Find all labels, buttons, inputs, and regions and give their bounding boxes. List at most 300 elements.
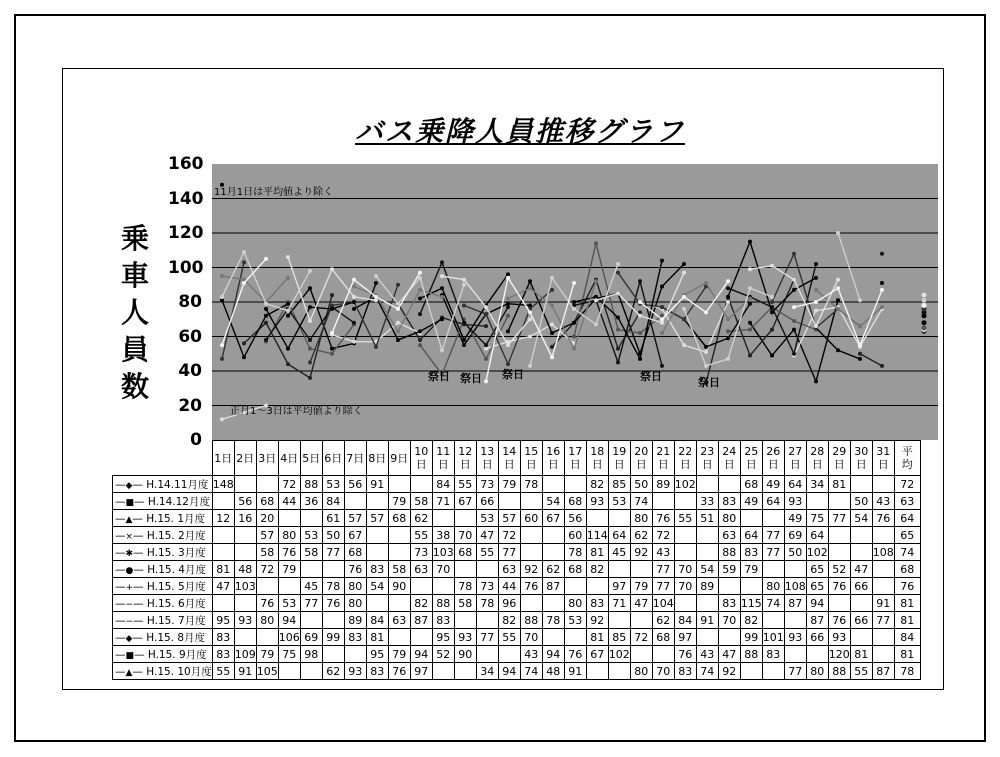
data-point bbox=[396, 302, 400, 306]
day-header: 20 日 bbox=[630, 441, 652, 476]
table-cell bbox=[564, 476, 586, 493]
table-cell: 78 bbox=[476, 595, 498, 612]
table-cell bbox=[366, 527, 388, 544]
day-header: 18 日 bbox=[586, 441, 608, 476]
table-cell: 76 bbox=[564, 646, 586, 663]
table-cell: 114 bbox=[586, 528, 608, 542]
table-cell: 68 bbox=[454, 544, 476, 561]
table-cell bbox=[740, 510, 762, 527]
table-cell bbox=[762, 561, 784, 578]
table-cell: 81 bbox=[366, 629, 388, 646]
avg-cell: 63 bbox=[894, 493, 920, 510]
legend-marker-icon: ▲ bbox=[125, 514, 133, 525]
table-cell: 88 bbox=[740, 646, 762, 663]
table-cell: 74 bbox=[630, 493, 652, 510]
data-point bbox=[572, 321, 576, 325]
data-point bbox=[418, 343, 422, 347]
data-point bbox=[748, 286, 752, 290]
table-cell: 76 bbox=[828, 578, 850, 595]
table-cell: 89 bbox=[652, 476, 674, 493]
data-point bbox=[308, 305, 312, 309]
table-cell bbox=[542, 629, 564, 646]
data-point bbox=[616, 262, 620, 266]
data-point bbox=[550, 288, 554, 292]
data-point bbox=[638, 331, 642, 335]
data-point bbox=[726, 317, 730, 321]
plot-area bbox=[212, 164, 938, 440]
table-row bbox=[113, 544, 921, 561]
legend-marker-icon: ◆ bbox=[125, 633, 133, 644]
table-cell bbox=[828, 595, 850, 612]
table-cell: 83 bbox=[762, 646, 784, 663]
table-cell: 63 bbox=[410, 561, 432, 578]
data-point bbox=[792, 288, 796, 292]
avg-cell: 65 bbox=[894, 527, 920, 544]
table-cell: 81 bbox=[850, 646, 872, 663]
data-point bbox=[682, 271, 686, 275]
data-point bbox=[792, 252, 796, 256]
avg-cell: 68 bbox=[894, 561, 920, 578]
data-point bbox=[286, 347, 290, 351]
data-point bbox=[660, 305, 664, 309]
data-point bbox=[814, 262, 818, 266]
data-point bbox=[330, 293, 334, 297]
table-cell: 87 bbox=[784, 595, 806, 612]
average-point bbox=[922, 320, 927, 325]
table-cell bbox=[850, 629, 872, 646]
day-header: 27 日 bbox=[784, 441, 806, 476]
data-point bbox=[462, 321, 466, 325]
table-cell: 82 bbox=[740, 612, 762, 629]
data-point bbox=[440, 286, 444, 290]
data-point bbox=[330, 303, 334, 307]
series-name: H.15. 4月度 bbox=[147, 563, 206, 576]
table-cell: 80 bbox=[344, 578, 366, 595]
data-point bbox=[726, 329, 730, 333]
data-point bbox=[572, 300, 576, 304]
table-cell: 62 bbox=[322, 663, 344, 680]
series-name: H.14.11月度 bbox=[146, 478, 209, 491]
table-cell: 89 bbox=[696, 578, 718, 595]
data-point bbox=[660, 284, 664, 288]
table-cell: 80 bbox=[762, 578, 784, 595]
series-label: —−— H.15. 6月度 bbox=[113, 595, 213, 612]
y-tick-label: 20 bbox=[178, 395, 202, 416]
data-point bbox=[506, 276, 510, 280]
table-cell: 76 bbox=[828, 612, 850, 629]
data-point bbox=[462, 278, 466, 282]
table-cell: 77 bbox=[652, 578, 674, 595]
y-axis-label-char: 車 bbox=[120, 259, 149, 292]
table-header-row bbox=[113, 441, 921, 476]
table-cell bbox=[432, 578, 454, 595]
data-point bbox=[220, 295, 224, 299]
table-cell: 67 bbox=[454, 493, 476, 510]
y-tick-label: 0 bbox=[190, 430, 202, 450]
day-header: 13 日 bbox=[476, 441, 498, 476]
table-cell bbox=[432, 510, 454, 527]
table-row bbox=[113, 493, 921, 510]
table-cell bbox=[564, 629, 586, 646]
table-cell: 53 bbox=[322, 476, 344, 493]
table-cell: 47 bbox=[630, 595, 652, 612]
series-label: —✱— H.15. 3月度 bbox=[113, 544, 213, 561]
table-cell: 76 bbox=[872, 510, 894, 527]
table-cell bbox=[234, 544, 256, 561]
table-cell: 99 bbox=[322, 629, 344, 646]
series-name: H.15. 6月度 bbox=[146, 597, 206, 610]
table-cell bbox=[476, 646, 498, 663]
series-label: —▲— H.15. 10月度 bbox=[113, 663, 213, 680]
table-cell: 64 bbox=[762, 493, 784, 510]
table-cell: 63 bbox=[718, 527, 740, 544]
table-cell: 94 bbox=[806, 595, 828, 612]
chart-title: バス乗降人員推移グラフ bbox=[354, 115, 685, 148]
data-point bbox=[792, 278, 796, 282]
table-cell: 50 bbox=[630, 476, 652, 493]
table-cell: 82 bbox=[410, 595, 432, 612]
table-cell bbox=[454, 663, 476, 680]
legend-marker-icon: − bbox=[125, 599, 134, 610]
table-cell: 76 bbox=[344, 561, 366, 578]
table-cell: 62 bbox=[410, 510, 432, 527]
data-point bbox=[880, 364, 884, 368]
data-point bbox=[660, 259, 664, 263]
y-axis-label-char: 乗 bbox=[120, 222, 149, 255]
table-cell: 64 bbox=[740, 527, 762, 544]
data-point bbox=[264, 314, 268, 318]
data-point bbox=[440, 317, 444, 321]
table-cell: 52 bbox=[432, 646, 454, 663]
data-point bbox=[594, 279, 598, 283]
table-cell: 43 bbox=[520, 646, 542, 663]
data-point bbox=[528, 279, 532, 283]
table-cell: 88 bbox=[300, 476, 322, 493]
table-cell: 77 bbox=[322, 544, 344, 561]
data-point bbox=[682, 343, 686, 347]
table-cell: 55 bbox=[410, 527, 432, 544]
table-cell: 44 bbox=[498, 578, 520, 595]
table-cell bbox=[586, 663, 608, 680]
chart-annotation: 祭日 bbox=[460, 372, 482, 385]
table-cell: 57 bbox=[366, 510, 388, 527]
y-axis-label-char: 数 bbox=[120, 370, 149, 403]
table-cell: 78 bbox=[520, 476, 542, 493]
data-table bbox=[112, 440, 921, 680]
day-header: 22 日 bbox=[674, 441, 696, 476]
table-row bbox=[113, 612, 921, 629]
data-point bbox=[726, 286, 730, 290]
table-cell bbox=[872, 646, 894, 663]
data-point bbox=[330, 307, 334, 311]
table-cell: 47 bbox=[850, 561, 872, 578]
table-cell: 50 bbox=[850, 493, 872, 510]
data-point bbox=[638, 357, 642, 361]
data-point bbox=[264, 307, 268, 311]
legend-marker-icon: ▲ bbox=[125, 667, 133, 678]
table-cell bbox=[630, 612, 652, 629]
table-cell: 84 bbox=[432, 476, 454, 493]
table-cell: 73 bbox=[410, 544, 432, 561]
table-cell: 97 bbox=[608, 578, 630, 595]
table-cell: 108 bbox=[784, 579, 806, 593]
data-point bbox=[704, 364, 708, 368]
data-point bbox=[660, 364, 664, 368]
table-cell bbox=[872, 629, 894, 646]
table-cell bbox=[762, 663, 784, 680]
table-row bbox=[113, 595, 921, 612]
table-cell: 80 bbox=[806, 663, 828, 680]
table-cell: 93 bbox=[784, 493, 806, 510]
table-cell: 66 bbox=[850, 578, 872, 595]
table-cell: 66 bbox=[476, 493, 498, 510]
table-cell: 93 bbox=[828, 629, 850, 646]
day-header: 16 日 bbox=[542, 441, 564, 476]
table-cell: 80 bbox=[630, 510, 652, 527]
table-cell bbox=[256, 578, 278, 595]
table-cell bbox=[300, 612, 322, 629]
table-cell: 88 bbox=[828, 663, 850, 680]
table-cell: 55 bbox=[674, 510, 696, 527]
table-cell bbox=[234, 476, 256, 493]
data-point bbox=[660, 317, 664, 321]
day-header: 11 日 bbox=[432, 441, 454, 476]
table-cell: 81 bbox=[586, 629, 608, 646]
data-point bbox=[396, 329, 400, 333]
y-axis-label-char: 員 bbox=[120, 333, 149, 366]
data-point bbox=[770, 264, 774, 268]
table-cell: 79 bbox=[388, 493, 410, 510]
table-cell: 83 bbox=[740, 544, 762, 561]
table-cell: 96 bbox=[498, 595, 520, 612]
data-point bbox=[814, 379, 818, 383]
table-cell bbox=[718, 629, 740, 646]
data-point bbox=[550, 276, 554, 280]
data-point bbox=[704, 281, 708, 285]
table-cell: 74 bbox=[696, 663, 718, 680]
data-point bbox=[836, 307, 840, 311]
series-line bbox=[860, 354, 882, 366]
table-cell: 34 bbox=[476, 663, 498, 680]
table-cell: 47 bbox=[718, 646, 740, 663]
y-tick-label: 100 bbox=[168, 257, 204, 278]
y-tick-label: 140 bbox=[168, 188, 204, 209]
data-point bbox=[242, 250, 246, 254]
day-header: 10 日 bbox=[410, 441, 432, 476]
data-point bbox=[242, 355, 246, 359]
table-cell bbox=[652, 646, 674, 663]
data-point bbox=[836, 278, 840, 282]
table-cell bbox=[674, 527, 696, 544]
data-point bbox=[396, 283, 400, 287]
table-cell bbox=[674, 595, 696, 612]
table-cell: 58 bbox=[454, 595, 476, 612]
table-cell bbox=[696, 527, 718, 544]
data-point bbox=[286, 302, 290, 306]
data-point bbox=[770, 353, 774, 357]
data-point bbox=[572, 281, 576, 285]
data-point bbox=[308, 286, 312, 290]
day-header: 14 日 bbox=[498, 441, 520, 476]
y-tick-label: 60 bbox=[178, 326, 202, 347]
table-cell: 12 bbox=[212, 510, 234, 527]
table-cell: 70 bbox=[454, 527, 476, 544]
table-cell bbox=[564, 578, 586, 595]
table-cell bbox=[718, 578, 740, 595]
table-cell: 49 bbox=[762, 476, 784, 493]
legend-marker-icon: ✱ bbox=[125, 548, 134, 559]
data-point bbox=[792, 328, 796, 332]
table-cell: 103 bbox=[234, 579, 256, 593]
data-point bbox=[330, 331, 334, 335]
table-cell bbox=[806, 493, 828, 510]
table-cell: 70 bbox=[674, 578, 696, 595]
table-cell: 81 bbox=[586, 544, 608, 561]
table-cell: 56 bbox=[564, 510, 586, 527]
table-cell: 54 bbox=[850, 510, 872, 527]
legend-marker-icon: ● bbox=[125, 565, 134, 576]
data-point bbox=[880, 252, 884, 256]
data-point bbox=[330, 352, 334, 356]
table-cell: 77 bbox=[476, 629, 498, 646]
data-point bbox=[594, 298, 598, 302]
table-cell: 88 bbox=[432, 595, 454, 612]
table-cell: 79 bbox=[498, 476, 520, 493]
data-point bbox=[440, 260, 444, 264]
data-point bbox=[836, 286, 840, 290]
table-cell: 54 bbox=[366, 578, 388, 595]
data-point bbox=[704, 350, 708, 354]
day-header: 31 日 bbox=[872, 441, 894, 476]
table-cell bbox=[520, 493, 542, 510]
data-point bbox=[726, 300, 730, 304]
table-cell: 71 bbox=[432, 493, 454, 510]
day-header: 30 日 bbox=[850, 441, 872, 476]
data-point bbox=[396, 307, 400, 311]
table-cell: 34 bbox=[806, 476, 828, 493]
table-cell: 90 bbox=[388, 578, 410, 595]
data-point bbox=[814, 309, 818, 313]
table-cell bbox=[256, 476, 278, 493]
table-cell: 95 bbox=[432, 629, 454, 646]
table-cell: 52 bbox=[828, 561, 850, 578]
line-chart bbox=[212, 164, 938, 440]
avg-cell: 81 bbox=[894, 612, 920, 629]
legend-marker-icon: ■ bbox=[125, 497, 135, 508]
table-cell: 50 bbox=[784, 544, 806, 561]
data-point bbox=[418, 271, 422, 275]
data-point bbox=[330, 347, 334, 351]
table-cell bbox=[586, 510, 608, 527]
table-cell: 72 bbox=[630, 629, 652, 646]
table-cell bbox=[586, 578, 608, 595]
data-point bbox=[506, 343, 510, 347]
avg-cell: 78 bbox=[894, 663, 920, 680]
table-cell: 79 bbox=[388, 646, 410, 663]
data-point bbox=[770, 310, 774, 314]
legend-marker-icon: × bbox=[125, 531, 134, 542]
series-name: H.15. 9月度 bbox=[147, 648, 207, 661]
table-cell bbox=[608, 510, 630, 527]
table-cell: 92 bbox=[520, 561, 542, 578]
table-cell bbox=[234, 527, 256, 544]
data-point bbox=[308, 347, 312, 351]
data-point bbox=[528, 335, 532, 339]
table-cell: 82 bbox=[586, 476, 608, 493]
data-point bbox=[506, 302, 510, 306]
data-point bbox=[286, 276, 290, 280]
data-point bbox=[484, 305, 488, 309]
data-point bbox=[396, 321, 400, 325]
table-row bbox=[113, 476, 921, 493]
day-header: 3日 bbox=[256, 441, 278, 476]
table-cell: 68 bbox=[256, 493, 278, 510]
table-cell: 91 bbox=[696, 612, 718, 629]
series-name: H.15. 5月度 bbox=[146, 580, 206, 593]
table-cell bbox=[388, 629, 410, 646]
table-cell bbox=[476, 561, 498, 578]
data-point bbox=[528, 364, 532, 368]
table-cell: 103 bbox=[432, 545, 454, 559]
data-point bbox=[550, 331, 554, 335]
data-point bbox=[528, 317, 532, 321]
table-cell bbox=[696, 544, 718, 561]
table-row bbox=[113, 527, 921, 544]
table-cell: 36 bbox=[300, 493, 322, 510]
data-point bbox=[594, 241, 598, 245]
data-point bbox=[704, 345, 708, 349]
table-cell: 68 bbox=[652, 629, 674, 646]
data-point bbox=[748, 328, 752, 332]
data-point bbox=[506, 305, 510, 309]
table-cell bbox=[300, 510, 322, 527]
table-cell: 38 bbox=[432, 527, 454, 544]
data-point bbox=[264, 257, 268, 261]
table-cell: 68 bbox=[564, 561, 586, 578]
table-cell: 57 bbox=[344, 510, 366, 527]
day-header: 2日 bbox=[234, 441, 256, 476]
data-point bbox=[418, 276, 422, 280]
table-cell: 81 bbox=[828, 476, 850, 493]
data-point bbox=[440, 274, 444, 278]
legend-marker-icon: ■ bbox=[125, 650, 135, 661]
table-cell: 55 bbox=[850, 663, 872, 680]
data-point bbox=[858, 357, 862, 361]
day-header: 9日 bbox=[388, 441, 410, 476]
data-point bbox=[220, 274, 224, 278]
table-cell: 58 bbox=[300, 544, 322, 561]
table-cell bbox=[520, 595, 542, 612]
table-row bbox=[113, 578, 921, 595]
data-point bbox=[418, 312, 422, 316]
table-cell: 84 bbox=[366, 612, 388, 629]
data-point bbox=[748, 297, 752, 301]
data-point bbox=[242, 260, 246, 264]
table-cell: 58 bbox=[388, 561, 410, 578]
table-cell: 66 bbox=[806, 629, 828, 646]
data-point bbox=[484, 343, 488, 347]
series-label: —◆— H.14.11月度 bbox=[113, 476, 213, 493]
data-point bbox=[792, 352, 796, 356]
table-cell: 49 bbox=[784, 510, 806, 527]
average-point bbox=[922, 293, 927, 298]
table-cell: 148 bbox=[212, 477, 234, 491]
chart-annotation: 11月1日は平均値より除く bbox=[214, 187, 334, 198]
table-cell: 91 bbox=[564, 663, 586, 680]
table-cell: 85 bbox=[608, 629, 630, 646]
table-cell: 72 bbox=[498, 527, 520, 544]
table-cell: 82 bbox=[498, 612, 520, 629]
